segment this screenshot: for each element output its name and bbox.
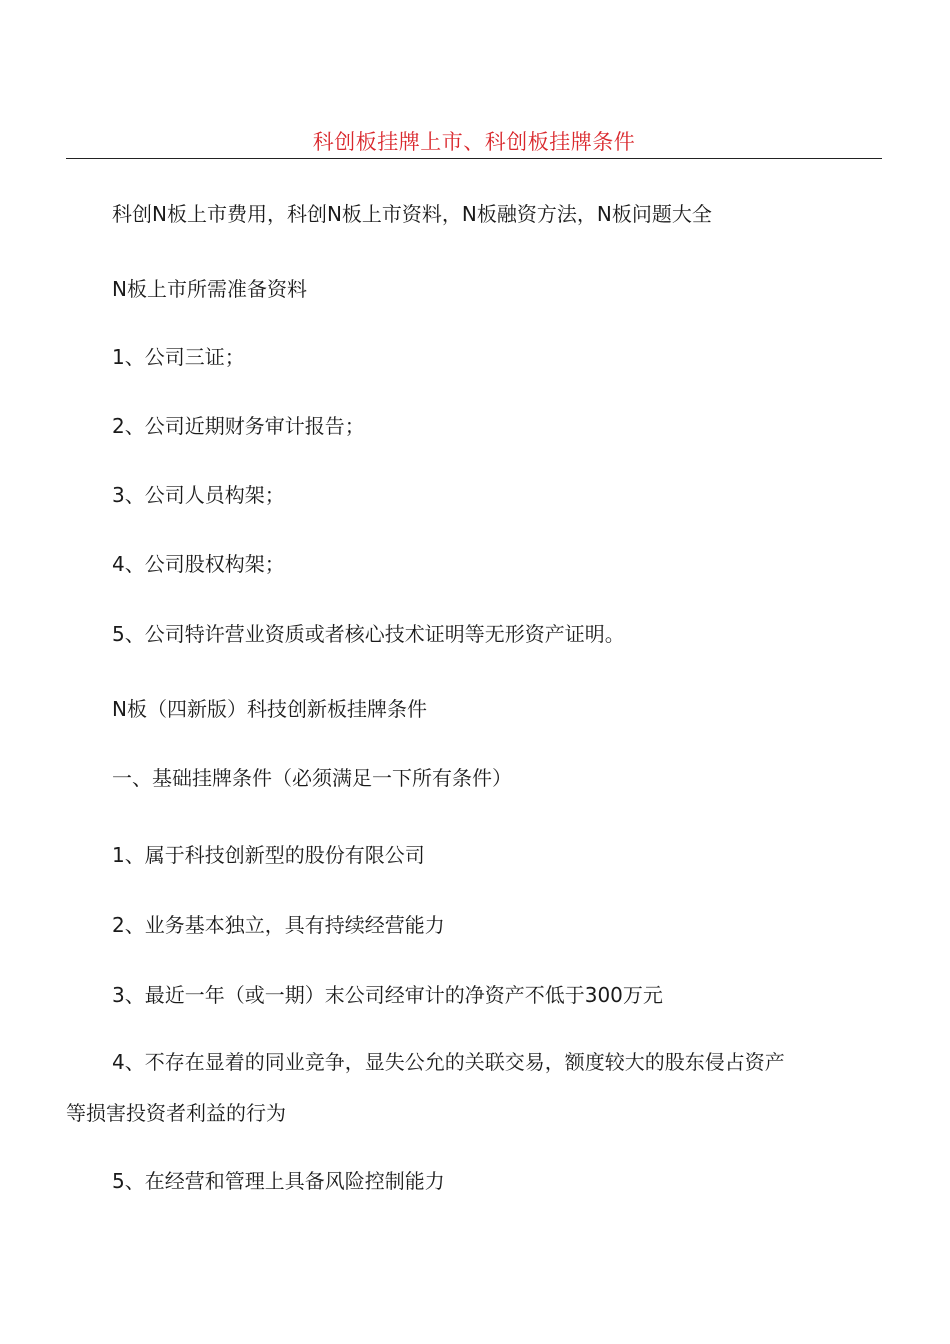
basic-conditions-heading: 一、基础挂牌条件（必须满足一下所有条件） (112, 766, 512, 790)
intro-line: 科创N板上市费用，科创N板上市资料，N板融资方法，N板问题大全 (112, 202, 712, 226)
condition-item-5: 5、在经营和管理上具备风险控制能力 (112, 1169, 445, 1193)
page-header (66, 120, 882, 159)
condition-item-4-continued: 等损害投资者利益的行为 (66, 1101, 286, 1125)
condition-item-1: 1、属于科技创新型的股份有限公司 (112, 843, 425, 867)
conditions-heading: N板（四新版）科技创新板挂牌条件 (112, 697, 427, 721)
materials-item-1: 1、公司三证； (112, 345, 245, 369)
materials-heading: N板上市所需准备资料 (112, 277, 307, 301)
document-title: 科创板挂牌上市、科创板挂牌条件 (312, 130, 636, 154)
materials-item-4: 4、公司股权构架； (112, 552, 285, 576)
condition-item-2: 2、业务基本独立，具有持续经营能力 (112, 913, 445, 937)
condition-item-4: 4、不存在显着的同业竞争，显失公允的关联交易，额度较大的股东侵占资产 (112, 1050, 785, 1074)
materials-item-3: 3、公司人员构架； (112, 483, 285, 507)
materials-item-5: 5、公司特许营业资质或者核心技术证明等无形资产证明。 (112, 622, 625, 646)
condition-item-3: 3、最近一年（或一期）末公司经审计的净资产不低于300万元 (112, 983, 663, 1007)
materials-item-2: 2、公司近期财务审计报告； (112, 414, 365, 438)
